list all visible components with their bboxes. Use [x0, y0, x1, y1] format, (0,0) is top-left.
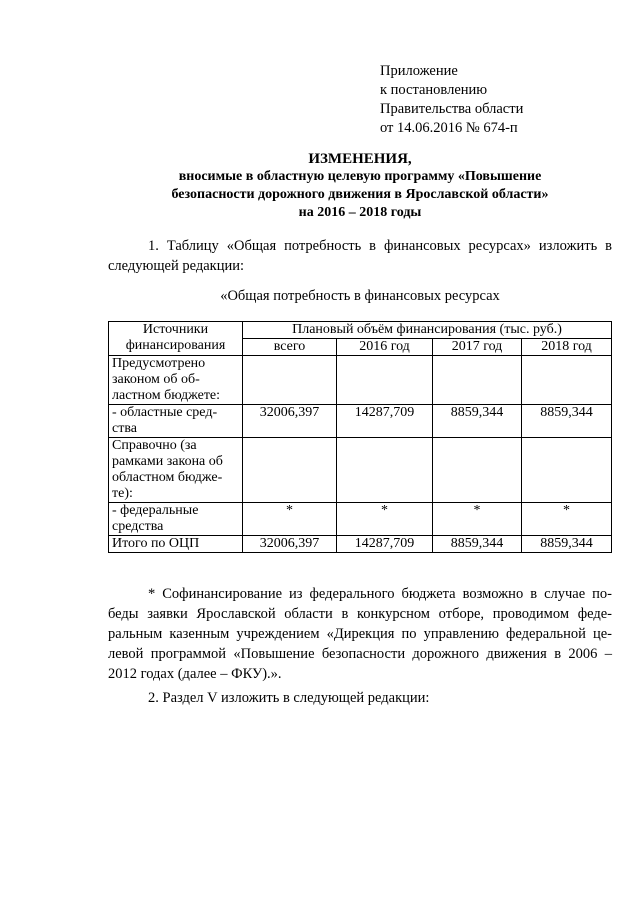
table-row: [109, 438, 612, 503]
appendix-line-4: от 14.06.2016 № 674-п: [380, 120, 518, 136]
table-row: [109, 536, 612, 553]
financing-table: [108, 321, 612, 553]
header-total: всего: [243, 339, 337, 356]
row-label: - федеральные средства: [109, 503, 243, 536]
cell-total: [243, 438, 337, 503]
cell-2016: [337, 438, 433, 503]
paragraph-2: 2. Раздел V изложить в следующей редакции:: [148, 690, 430, 706]
row-label: Предусмотрено законом об об-ластном бюджете:: [109, 356, 243, 405]
cell-2018: [522, 356, 612, 405]
cell-2017: 8859,344: [433, 405, 522, 438]
cell-2017: [433, 356, 522, 405]
cell-2017: [433, 438, 522, 503]
title-line-2: безопасности дорожного движения в Ярославской области»: [171, 187, 549, 202]
row-label: Справочно (за рамками закона об областном бюдже-те):: [109, 438, 243, 503]
cell-2016: 14287,709: [337, 405, 433, 438]
cell-total: 32006,397: [243, 405, 337, 438]
title-line-3: на 2016 – 2018 годы: [298, 205, 422, 220]
table-row: [109, 356, 612, 405]
appendix-line-2: к постановлению: [380, 82, 488, 98]
cell-total: 32006,397: [243, 536, 337, 553]
cell-2016: 14287,709: [337, 536, 433, 553]
cell-2016: *: [337, 503, 433, 536]
cell-2018: 8859,344: [522, 536, 612, 553]
title-line-1: вносимые в областную целевую программу «Повышение: [178, 169, 542, 184]
appendix-block: [380, 62, 523, 138]
title-main: ИЗМЕНЕНИЯ,: [308, 151, 412, 167]
cell-2018: *: [522, 503, 612, 536]
header-2017: 2017 год: [433, 339, 522, 356]
table-row: [109, 503, 612, 536]
appendix-line-1: Приложение: [380, 63, 458, 79]
row-label: - областные сред-ства: [109, 405, 243, 438]
header-plan: Плановый объём финансирования (тыс. руб.): [243, 322, 612, 339]
document-title: [100, 150, 620, 222]
cell-2018: [522, 438, 612, 503]
table-header-row: [109, 322, 612, 339]
cell-total: *: [243, 503, 337, 536]
table-row: [109, 405, 612, 438]
table-caption: «Общая потребность в финансовых ресурсах: [220, 288, 500, 304]
cell-2017: 8859,344: [433, 536, 522, 553]
header-2018: 2018 год: [522, 339, 612, 356]
cell-2016: [337, 356, 433, 405]
row-label: Итого по ОЦП: [109, 536, 243, 553]
footnote: * Софинансирование из федерального бюджета возможно в случае по-беды заявки Ярославской области в конкурсном отборе, проводимом феде-ральным казенным учреждением «Дирекция по управлению федеральной це-левой программой «Повышение безопасности дорожного движения в 2006 – 2012 годах (далее – ФКУ).».: [108, 586, 612, 682]
cell-2017: *: [433, 503, 522, 536]
paragraph-1: 1. Таблицу «Общая потребность в финансовых ресурсах» изложить в следующей редакции:: [108, 238, 612, 274]
header-2016: 2016 год: [337, 339, 433, 356]
header-source: Источники финансирования: [109, 322, 243, 356]
appendix-line-3: Правительства области: [380, 101, 524, 117]
cell-2018: 8859,344: [522, 405, 612, 438]
cell-total: [243, 356, 337, 405]
